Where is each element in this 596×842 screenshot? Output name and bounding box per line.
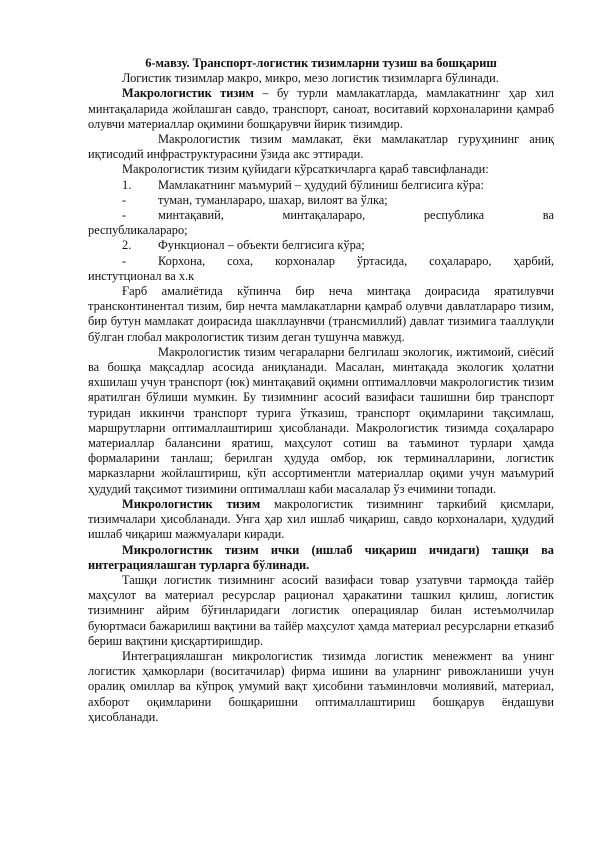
- list-marker: -: [122, 192, 127, 207]
- list-item: [88, 254, 554, 269]
- micro-types-text: Микрологистик тизим ички (ишлаб чиқариш ичидаги) ташқи ва интеграциялашган турларга бўлинади.: [88, 542, 554, 572]
- paragraph-macro-infrastructure: Макрологистик тизим мамлакат, ёки мамлакатлар гуруҳининг аниқ иқтисодий инфраструктурасини ўзида акс эттиради.: [88, 132, 554, 162]
- paragraph-western-practice: Ғарб амалиётида кўпинча бир неча минтақа доирасида яратилувчи трансконтинентал тизим, бир нечта мамлакатларни қамраб олувчи давлатлараро тизим, бир бутун мамлакат доирасида шакллаунвчи (трансмиллий) давлат тизимига тааллуқли бўлган глобал макрологистик тизим деган тушунча мавжуд.: [88, 284, 554, 344]
- list-marker: -: [122, 253, 127, 268]
- list-continuation: республикалараро;: [88, 223, 188, 238]
- micro-definition-text: макрологистик тизимнинг таркибий қисмлари, тизимчалари ҳисобланади. Унга ҳар хил ишлаб чиқариш, савдо корхоналари, ҳудудий ишлаб чиқариш мажмуалари киради.: [88, 496, 555, 542]
- macro-definition-text: – бу турли мамлакатларда, мамлакатнинг ҳар хил минтақаларида жойлашган савдо, транспорт, саноат, воситавий корхоналарини қамраб олувчи материаллар оқимини бошқарувчи йирик тизимдир.: [88, 86, 554, 131]
- page-title: 6-мавзу. Транспорт-логистик тизимларни тузиш ва бошқариш: [145, 56, 497, 70]
- term-micro: Микрологистик тизим: [122, 496, 261, 511]
- list-item: [88, 208, 554, 223]
- paragraph-external-system: Ташқи логистик тизимнинг асосий вазифаси товар узатувчи тармоқда тайёр маҳсулот ва материал ресурслар рационал ҳаракатини ташкил қилиш, логистик тизимнинг айрим бўғинларидаги логистик операциялар билан истеъмолчилар буюртмаси бажарилиш вақтини ва тайёр маҳсулот ҳамда материал ресурсларни етказиб бериш вақтини қисқартиришдир.: [88, 572, 554, 648]
- list-item: [88, 178, 554, 193]
- paragraph-macro-criteria: Макрологистик тизим қуйидаги кўрсаткичларга қараб тавсифланади:: [122, 162, 489, 177]
- criteria-list: [88, 178, 554, 284]
- list-item: [88, 193, 554, 208]
- paragraph-macro-boundaries: Макрологистик тизим чегараларни белгилаш экологик, ижтимоий, сиёсий ва бошқа мақсадлар асосида аниқланади. Масалан, минтақада экологик ҳолатни яхшилаш учун транспорт (юк) минтақавий оқимни оптималловчи макрологистик тизим яратилган бўлиши мумкин. Бу тизимнинг асосий вазифаси ташишни бир транспорт туридан иккинчи транспорт турига ўтказиш, транспорт оқимларини тақсимлаш, маршрутларни оптималлаштириш ҳисобланади. Макрологистик тизимда соҳалараро материаллар балансини яратиш, маҳсулот сотиш ва таъминот турлари ҳамда формаларини танлаш; берилган ҳудуда омбор, юк терминалларини, логистик марказларни жойлаштириш, кўп ассортиментли материаллар оқими учун маъмурий ҳудудий тақсимот тизимини оптималлаш каби масалалар ўз ечимини топади.: [88, 344, 554, 496]
- list-item: [88, 238, 554, 253]
- paragraph-intro: Логистик тизимлар макро, микро, мезо логистик тизимларга бўлинади.: [122, 71, 499, 86]
- list-marker: -: [122, 208, 127, 223]
- list-continuation: инстутционал ва х.к: [88, 268, 195, 283]
- list-text: Функционал – объекти белгисига кўра;: [158, 238, 365, 253]
- paragraph-micro-types: [88, 543, 554, 573]
- list-marker: 2.: [122, 238, 132, 253]
- list-text: Мамлакатнинг маъмурий – ҳудудий бўлиниш белгисига кўра:: [158, 177, 484, 192]
- document-page: [88, 56, 554, 725]
- term-macro: Макрологистик тизим: [122, 86, 254, 101]
- list-text: туман, туманлараро, шахар, вилоят ва ўлка;: [158, 192, 388, 207]
- list-text: Корхона, соха, корхоналар ўртасида, соҳалараро, ҳарбий,: [158, 253, 554, 268]
- paragraph-macro-definition: [88, 86, 554, 132]
- paragraph-integrated-system: Интеграциялашган микрологистик тизимда логистик менежмент ва унинг логистик ҳамкорлари (воситачилар) фирма ишини ва уларнинг ривожланиши учун оралиқ омиллар ва кўпроқ умумий вақт ҳисобини таъминловчи молиявий, материал, ахборот оқимларини бошқаришни оптималлаштириш бошқарув ёндашуви ҳисобланади.: [88, 648, 554, 724]
- list-marker: 1.: [122, 177, 132, 192]
- paragraph-micro-definition: [88, 497, 554, 543]
- list-text: минтақавий, минтақалараро, республика ва: [158, 208, 554, 223]
